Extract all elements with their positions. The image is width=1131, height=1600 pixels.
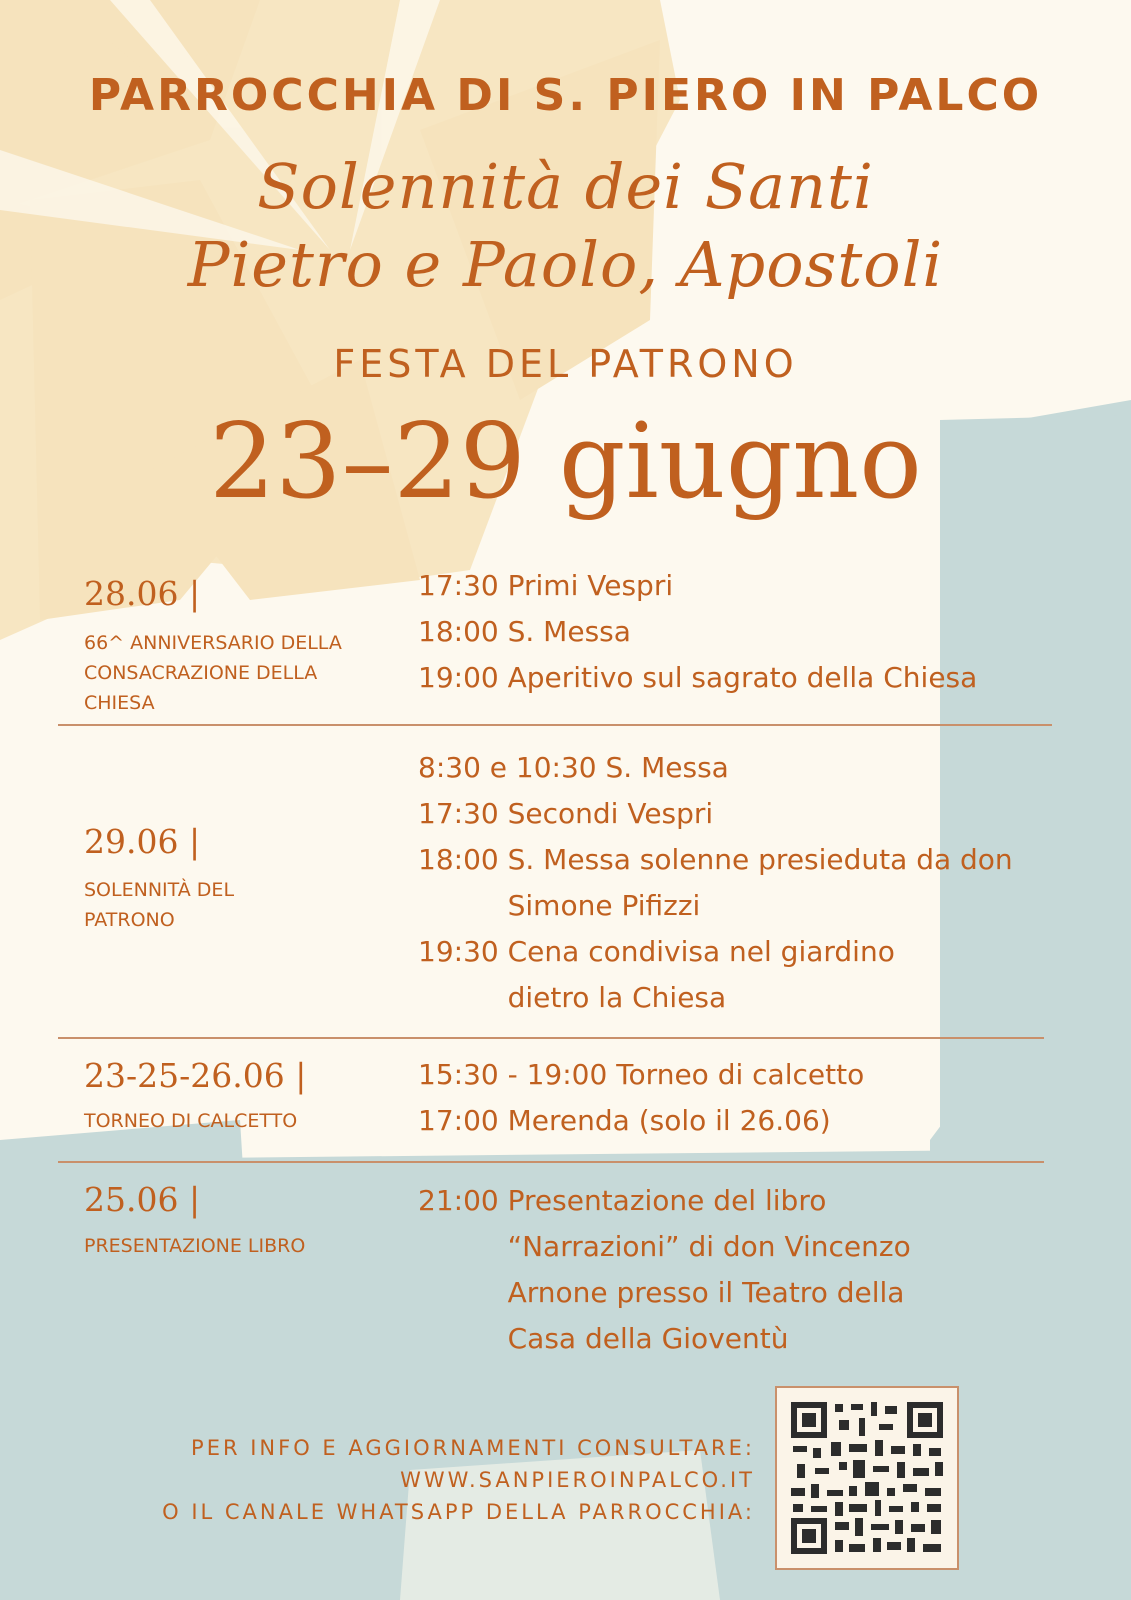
event-item (418, 745, 1038, 791)
event-text: Presentazione del libro “Narrazioni” di don Vincenzo Arnone presso il Teatro della Casa della Gioventù (507, 1184, 911, 1355)
day-date: 29.06 | (84, 822, 201, 861)
event-text: Cena condivisa nel giardino dietro la Chiesa (507, 935, 895, 1014)
event-item (418, 1098, 1038, 1144)
event-time: 15:30 - 19:00 (418, 1058, 608, 1091)
event-type: FESTA DEL PATRONO (333, 342, 798, 386)
title-line-2: Pietro e Paolo, Apostoli (187, 228, 944, 301)
event-time: 21:00 (418, 1184, 499, 1217)
day-date: 28.06 | (84, 574, 201, 613)
event-time: 18:00 (418, 615, 499, 648)
divider (58, 1037, 1044, 1039)
qr-code-icon (787, 1398, 947, 1558)
info-block (162, 1432, 755, 1528)
event-time: 17:00 (418, 1104, 499, 1137)
event-text: Torneo di calcetto (616, 1058, 865, 1091)
event-text: Primi Vespri (507, 569, 674, 602)
event-text: Merenda (solo il 26.06) (507, 1104, 831, 1137)
divider (58, 1161, 1044, 1163)
parish-name: PARROCCHIA DI S. PIERO IN PALCO (88, 70, 1043, 121)
event-text: Secondi Vespri (507, 797, 714, 830)
event-time: 17:30 (418, 569, 499, 602)
divider (58, 724, 1052, 726)
info-line: O IL CANALE WHATSAPP DELLA PARROCCHIA: (162, 1500, 755, 1524)
day-description: PRESENTAZIONE LIBRO (84, 1235, 306, 1257)
whatsapp-qr-code[interactable] (775, 1386, 959, 1570)
event-time: 8:30 (418, 751, 481, 784)
event-item (418, 1178, 1038, 1362)
day-description: SOLENNITÀ DEL PATRONO (84, 879, 235, 931)
event-time: 17:30 (418, 797, 499, 830)
event-item (418, 1052, 1038, 1098)
event-time: 19:30 (418, 935, 499, 968)
event-item (418, 929, 1038, 1021)
day-description: 66^ ANNIVERSARIO DELLA CONSACRAZIONE DELLA CHIESA (84, 632, 342, 714)
event-text: S. Messa solenne presieduta da don Simone Pifizzi (507, 843, 1013, 922)
website-link[interactable]: WWW.SANPIEROINPALCO.IT (400, 1468, 755, 1492)
event-time: 18:00 (418, 843, 499, 876)
event-time: 19:00 (418, 661, 499, 694)
title-line-1: Solennità dei Santi (257, 150, 874, 223)
day-description: TORNEO DI CALCETTO (84, 1110, 298, 1132)
event-item (418, 655, 1038, 701)
event-item (418, 609, 1038, 655)
event-text: Aperitivo sul sagrato della Chiesa (507, 661, 978, 694)
day-date: 23-25-26.06 | (84, 1056, 307, 1095)
event-item (418, 791, 1038, 837)
event-item (418, 837, 1038, 929)
event-text: e 10:30 S. Messa (489, 751, 729, 784)
day-date: 25.06 | (84, 1180, 201, 1219)
event-dates: 23–29 giugno (209, 400, 922, 522)
event-item (418, 563, 1038, 609)
info-line: PER INFO E AGGIORNAMENTI CONSULTARE: (191, 1436, 755, 1460)
event-text: S. Messa (507, 615, 631, 648)
